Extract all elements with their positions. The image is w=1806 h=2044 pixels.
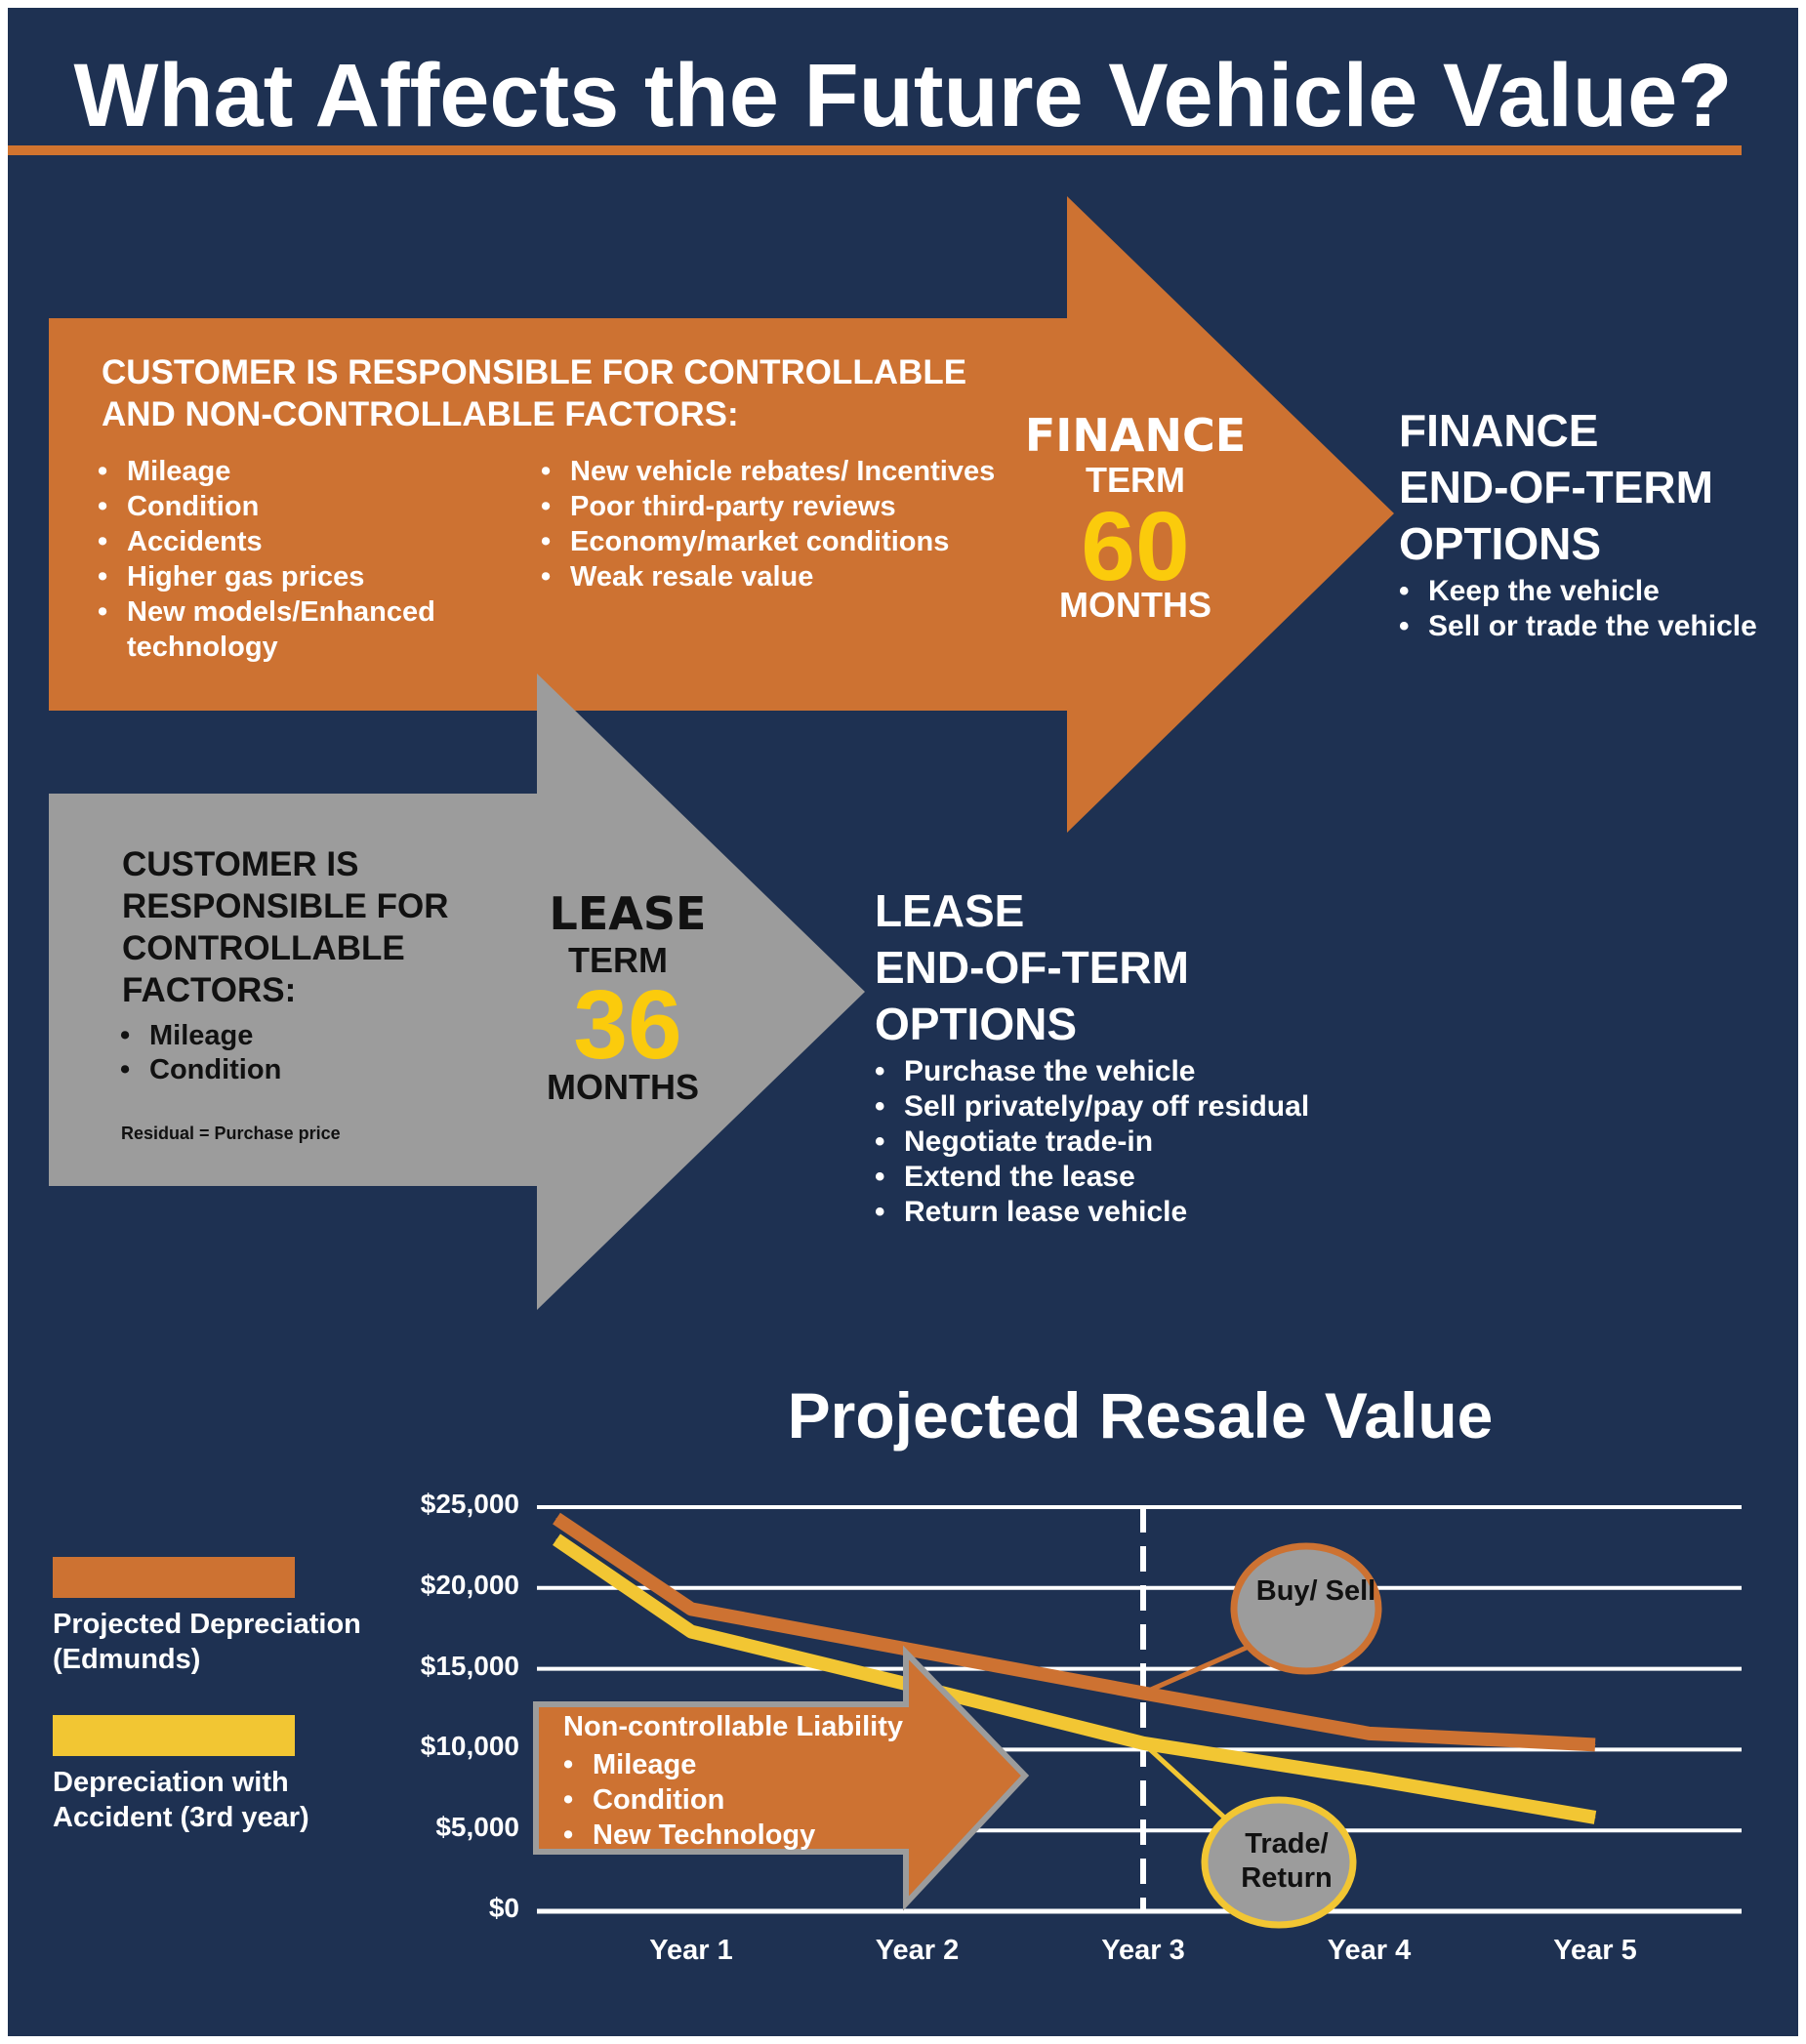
finance-factor-left-2: • Accidents [98,524,508,559]
series-0-point-0 [556,1518,557,1519]
series-0-point-2 [917,1651,918,1652]
x-tick-label-4: Year 5 [1553,1935,1637,1966]
lease-term-label: LEASE [549,887,707,940]
finance-factor-left-3: • Higher gas prices [98,559,508,594]
series-1-point-3 [1143,1742,1144,1743]
y-tick-label-3: $15,000 [420,1650,519,1681]
residual-note: Residual = Purchase price [121,1124,341,1143]
finance-options-heading-3: OPTIONS [1399,518,1602,569]
y-tick-label-5: $25,000 [420,1489,519,1519]
x-tick-label-2: Year 3 [1101,1935,1185,1966]
non-controllable-item-1: • Condition [563,1782,895,1818]
chart-title: Projected Resale Value [787,1379,1494,1451]
y-tick-label-0: $0 [488,1893,519,1923]
legend-label-accident: Depreciation with Accident (3rd year) [53,1767,309,1833]
finance-factor-left-0: • Mileage [98,454,508,489]
finance-options-heading-2: END-OF-TERM [1399,462,1713,512]
series-1-point-0 [556,1539,557,1540]
finance-factor-right-2: • Economy/market conditions [541,524,1000,559]
lease-options-heading-2: END-OF-TERM [875,942,1189,993]
finance-term-word: TERM [1086,460,1185,500]
lease-options-heading-1: LEASE [875,885,1025,936]
non-controllable-item-0: • Mileage [563,1747,895,1782]
finance-factor-left-4: • New models/Enhanced technology [98,594,508,665]
lease-option-1: • Sell privately/pay off residual [875,1089,1558,1124]
finance-factor-right-3: • Weak resale value [541,559,1000,594]
lease-term-unit: MONTHS [547,1067,699,1107]
finance-factor-right-1: • Poor third-party reviews [541,489,1000,524]
finance-heading: CUSTOMER IS RESPONSIBLE FOR CONTROLLABLE AND NON-CONTROLLABLE FACTORS: [102,353,967,433]
finance-option-1: • Sell or trade the vehicle [1399,609,1789,644]
x-tick-label-3: Year 4 [1327,1935,1412,1966]
buy-sell-label: Buy/ Sell [1255,1575,1376,1607]
x-tick-label-1: Year 2 [875,1935,960,1966]
page-title: What Affects the Future Vehicle Value? [73,46,1733,145]
lease-factor-0: • Mileage [120,1019,413,1053]
finance-options-heading-1: FINANCE [1399,405,1599,456]
lease-option-3: • Extend the lease [875,1160,1558,1195]
y-tick-label-1: $5,000 [435,1812,519,1843]
buy-sell-bubble [1234,1546,1378,1671]
series-0-point-3 [1143,1693,1144,1694]
finance-option-0: • Keep the vehicle [1399,574,1789,609]
y-tick-label-4: $20,000 [420,1569,519,1600]
non-controllable-title: Non-controllable Liability [563,1711,904,1742]
series-1-point-1 [691,1631,692,1632]
series-0-point-4 [1369,1733,1370,1734]
finance-term-value: 60 [1081,492,1190,601]
lease-option-0: • Purchase the vehicle [875,1054,1558,1089]
finance-term-unit: MONTHS [1059,585,1211,625]
non-controllable-item-2: • New Technology [563,1818,895,1853]
finance-term-label: FINANCE [1024,409,1247,462]
lease-term-word: TERM [568,940,668,980]
x-tick-label-0: Year 1 [649,1935,733,1966]
lease-factor-1: • Condition [120,1053,413,1087]
lease-options-heading-3: OPTIONS [875,999,1078,1049]
lease-option-2: • Negotiate trade-in [875,1124,1558,1160]
lease-heading: CUSTOMER IS RESPONSIBLE FOR CONTROLLABLE FACTORS: [122,845,449,1009]
infographic-panel [8,8,1798,2036]
series-1-point-4 [1369,1778,1370,1779]
trade-return-label: Trade/ Return [1241,1828,1333,1894]
lease-term-value: 36 [573,970,682,1080]
series-0-point-1 [691,1609,692,1610]
series-0-point-5 [1595,1744,1596,1745]
y-tick-label-2: $10,000 [420,1731,519,1762]
finance-factor-right-0: • New vehicle rebates/ Incentives [541,454,1000,489]
lease-option-4: • Return lease vehicle [875,1195,1558,1230]
finance-factor-left-1: • Condition [98,489,508,524]
series-1-point-5 [1595,1817,1596,1818]
non-controllable-list [563,1747,895,1853]
legend-label-projected: Projected Depreciation (Edmunds) [53,1609,361,1675]
